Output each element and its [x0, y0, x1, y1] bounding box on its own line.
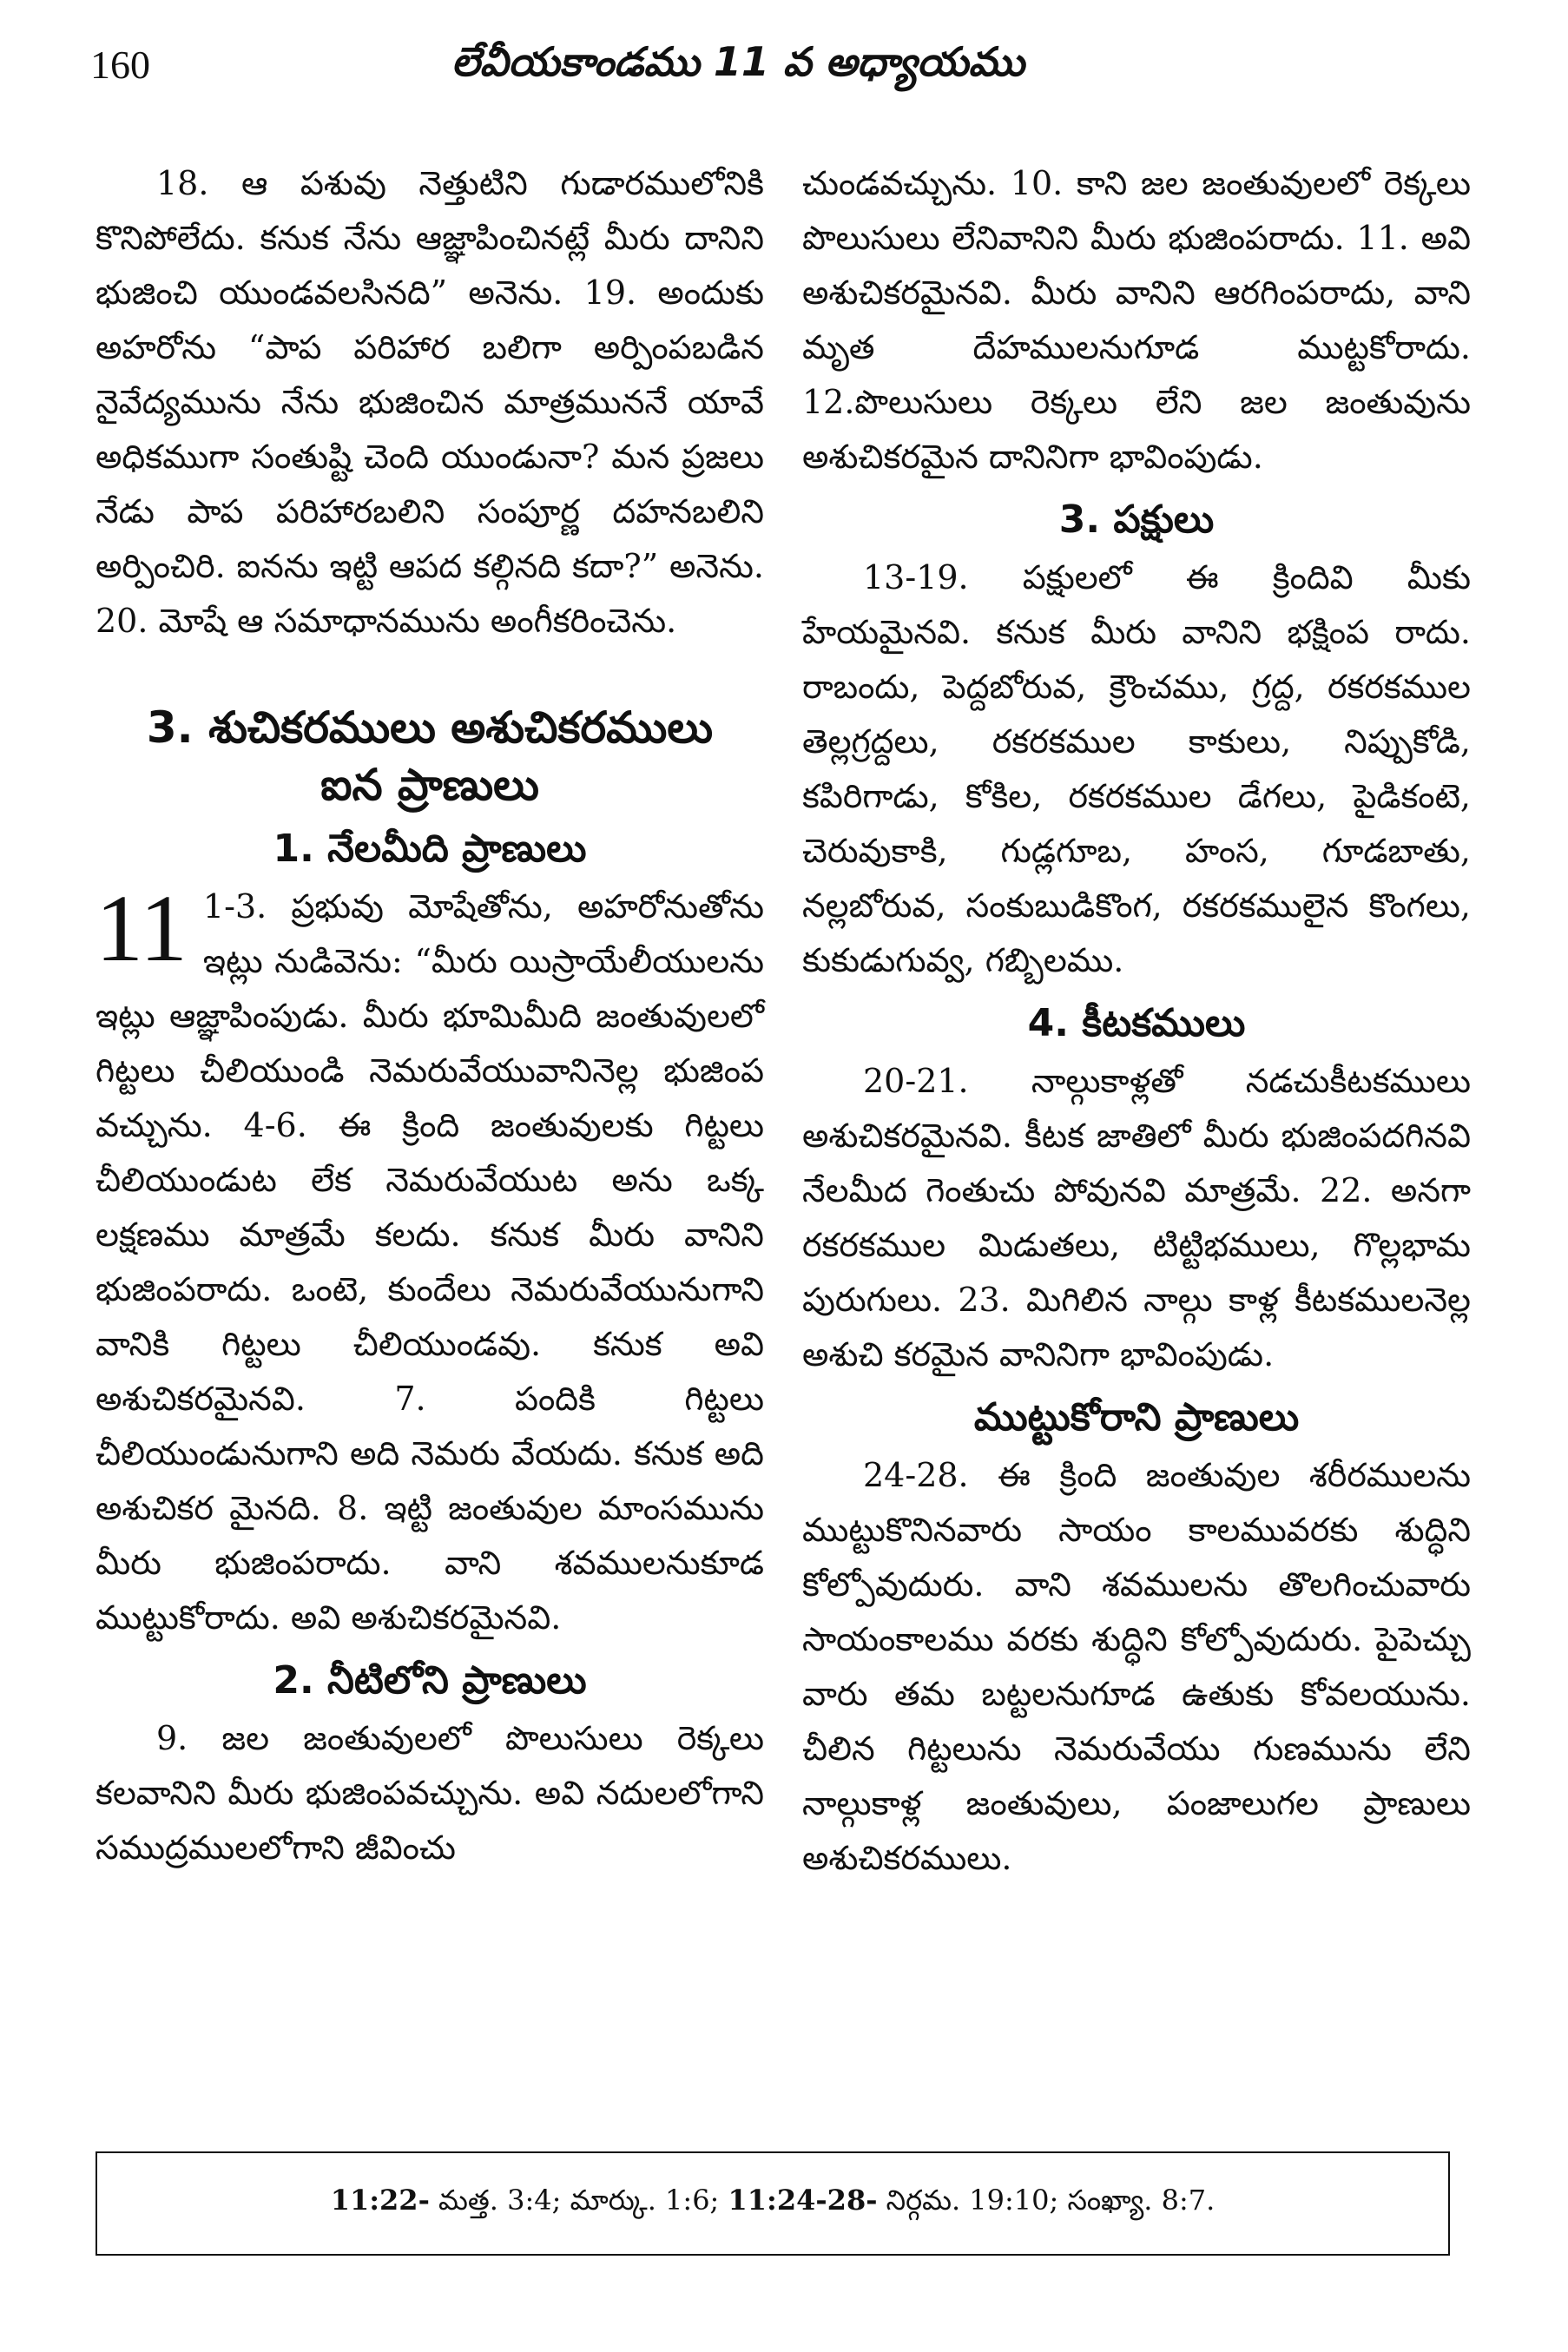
paragraph: 20-21. నాల్గుకాళ్లతో నడచుకీటకములు అశుచికరమైనవి. కీటక జాతిలో మీరు భుజింపదగినవి నేలమీద గెంతుచు పోవునవి మాత్రమే. 22. అనగా రకరకముల మిడుతలు, టిట్టిభములు, గొల్లభామ పురుగులు. 23. మిగిలిన నాల్గు కాళ్ల కీటకములనెల్ల అశుచి కరమైన వానినిగా భావింపుడు.: [802, 1062, 1471, 1374]
running-head: లేవీయకాండము 11 వ అధ్యాయము: [451, 38, 1025, 85]
subheading-insects: 4. కీటకములు: [1027, 1001, 1246, 1045]
left-column: [96, 156, 764, 1875]
paragraph: 18. ఆ పశువు నెత్తుటిని గుడారములోనికి కొనిపోలేదు. కనుక నేను ఆజ్ఞాపించినట్లే మీరు దానిని భుజించి యుండవలసినది” అనెను. 19. అందుకు అహరోను “పాప పరిహార బలిగా అర్పింపబడిన నైవేద్యమును నేను భుజించిన మాత్రముననే యావే అధికముగా సంతుష్టి చెంది యుండునా? మన ప్రజలు నేడు పాప పరిహారబలిని సంపూర్ణ దహనబలిని అర్పించిరి. ఐనను ఇట్టి ఆపద కల్గినది కదా?” అనెను. 20. మోషే ఆ సమాధానమును అంగీకరించెను.: [96, 164, 764, 640]
footnote-ref: 11:24-28-: [728, 2184, 878, 2217]
paragraph: చుండవచ్చును. 10. కాని జల జంతువులలో రెక్కలు పొలుసులు లేనివానిని మీరు భుజింపరాదు. 11. అవి అశుచికరమైనవి. మీరు వానిని ఆరగింపరాదు, వాని మృత దేహములనుగూడ ముట్టకోరాదు. 12.పొలుసులు రెక్కలు లేని జల జంతువును అశుచికరమైన దానినిగా భావింపుడు.: [802, 164, 1471, 476]
section-heading-line2: ఐన ప్రాణులు: [320, 760, 539, 810]
right-column: [802, 156, 1471, 1886]
paragraph: 9. జల జంతువులలో పొలుసులు రెక్కలు కలవానిని మీరు భుజింపవచ్చును. అవి నదులలోగాని సముద్రములలోగాని జీవించు: [96, 1719, 764, 1867]
section-heading: [96, 699, 764, 814]
subheading-untouchable-creatures: ముట్టుకోరాని ప్రాణులు: [973, 1395, 1300, 1440]
subheading-birds: 3. పక్షులు: [1058, 497, 1215, 542]
cross-reference-box: [96, 2151, 1450, 2256]
footnote-text: నిర్గమ. 19:10; సంఖ్యా. 8:7.: [877, 2184, 1216, 2217]
chapter-number: 11: [96, 875, 188, 981]
chapter-opening: [96, 875, 764, 1645]
paragraph: 1-3. ప్రభువు మోషేతోను, అహరోనుతోను ఇట్లు నుడివెను: “మీరు యిస్రాయేలీయులను ఇట్లు ఆజ్ఞాపింపుడు. మీరు భూమిమీది జంతువులలో గిట్టలు చీలియుండి నెమరువేయువానినెల్ల భుజింప వచ్చును. 4-6. ఈ క్రింది జంతువులకు గిట్టలు చీలియుండుట లేక నెమరువేయుట అను ఒక్క లక్షణము మాత్రమే కలదు. కనుక మీరు వానిని భుజింపరాదు. ఒంటె, కుందేలు నెమరువేయునుగాని వానికి గిట్టలు చీలియుండవు. కనుక అవి అశుచికరమైనవి. 7. పందికి గిట్టలు చీలియుండునుగాని అది నెమరు వేయదు. కనుక అది అశుచికర మైనది. 8. ఇట్టి జంతువుల మాంసమును మీరు భుజింపరాదు. వాని శవములనుకూడ ముట్టుకోరాదు. అవి అశుచికరమైనవి.: [96, 887, 764, 1637]
footnote-text: మత్త. 3:4; మార్కు. 1:6;: [429, 2184, 728, 2217]
subheading-water-animals: 2. నీటిలోని ప్రాణులు: [273, 1658, 587, 1703]
paragraph: 13-19. పక్షులలో ఈ క్రిందివి మీకు హేయమైనవి. కనుక మీరు వానిని భక్షింప రాదు. రాబందు, పెద్దబోరువ, క్రౌంచము, గ్రద్ద, రకరకముల తెల్లగ్రద్దలు, రకరకముల కాకులు, నిప్పుకోడి, కపిరిగాడు, కోకిల, రకరకముల డేగలు, పైడికంటె, చెరువుకాకి, గుడ్లగూబ, హంస, గూడబాతు, నల్లబోరువ, సంకుబుడికొంగ, రకరకములైన కొంగలు, కుకుడుగువ్వ, గబ్బిలము.: [802, 558, 1471, 979]
section-heading-line1: 3. శుచికరములు అశుచికరములు: [146, 702, 714, 753]
subheading-land-animals: 1. నేలమీది ప్రాణులు: [273, 827, 587, 871]
page-number: 160: [90, 43, 150, 87]
footnote-ref: 11:22-: [330, 2184, 430, 2217]
paragraph: 24-28. ఈ క్రింది జంతువుల శరీరములను ముట్టుకొనినవారు సాయం కాలమువరకు శుద్ధిని కోల్పోవుదురు. వాని శవములను తొలగించువారు సాయంకాలము వరకు శుద్ధిని కోల్పోవుదురు. పైపెచ్చు వారు తమ బట్టలనుగూడ ఉతుకు కోవలయును. చీలిన గిట్టలును నెమరువేయు గుణమును లేని నాల్గుకాళ్ల జంతువులు, పంజాలుగల ప్రాణులు అశుచికరములు.: [802, 1456, 1471, 1877]
